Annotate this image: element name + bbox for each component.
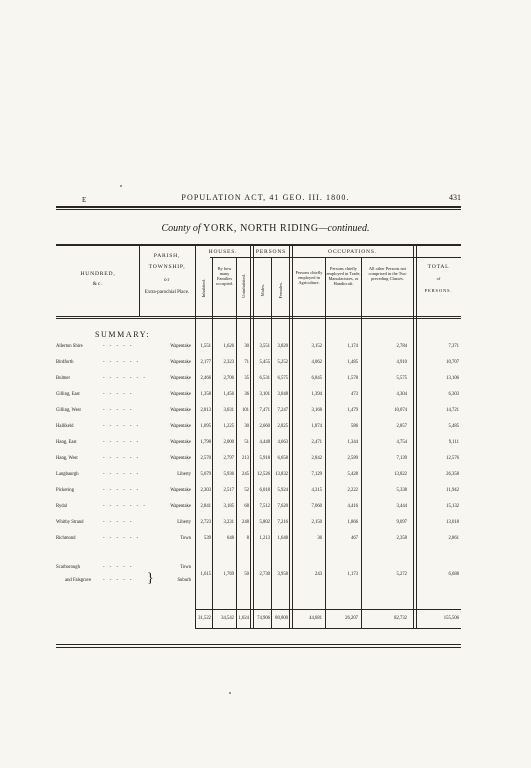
cell-other: 5,272: [396, 572, 407, 577]
cell-families: 5,936: [223, 472, 234, 477]
cell-trade: 1,866: [347, 520, 358, 525]
parish-heading: PARISH,: [153, 253, 181, 259]
cell-inhabited: 1,358: [200, 392, 211, 397]
cell-families: 3,031: [223, 408, 234, 413]
row-type: Wapentake: [170, 504, 191, 509]
total-agriculture: 44,681: [309, 616, 322, 621]
cell-uninhabited: 8: [246, 536, 249, 541]
uninhabited-heading: Uninhabited.: [241, 274, 246, 298]
cell-uninhabited: 71: [244, 360, 249, 365]
total-females: 80,800: [275, 616, 288, 621]
cell-families: 1,626: [223, 344, 234, 349]
row-type: Wapentake: [170, 360, 191, 365]
houses-heading: HOUSES.: [208, 249, 238, 255]
persons-heading: PERSONS: [255, 249, 287, 255]
row-dashes: - - - - - -: [103, 424, 141, 429]
cell-total: 12,576: [446, 456, 459, 461]
cell-other: 3,444: [396, 504, 407, 509]
row-type: Wapentake: [170, 488, 191, 493]
cell-total: 9,111: [448, 440, 459, 445]
cell-families: 2,517: [223, 488, 234, 493]
header-mark: E: [82, 196, 87, 204]
cell-uninhabited: 52: [244, 488, 249, 493]
cell-males: 6,531: [259, 376, 270, 381]
families-heading: By how many Families occupied.: [216, 266, 233, 286]
total-uninhabited: 1,024: [238, 616, 249, 621]
total-families: 34,542: [221, 616, 234, 621]
cell-total: 10,707: [446, 360, 459, 365]
row-name: Gilling, West: [56, 408, 81, 413]
group-header-rule: [210, 257, 461, 258]
row-type: Wapentake: [170, 376, 191, 381]
cell-agriculture: 2,471: [311, 440, 322, 445]
cell-inhabited: 1,798: [200, 440, 211, 445]
cell-trade: 5,428: [347, 472, 358, 477]
cell-males: 1,213: [259, 536, 270, 541]
cell-females: 2,825: [277, 424, 288, 429]
cell-other: 4,910: [396, 360, 407, 365]
cell-other: 4,754: [396, 440, 407, 445]
cell-trade: 1,174: [347, 344, 358, 349]
header-rule-thin: [56, 209, 461, 210]
cell-trade: 1,479: [347, 408, 358, 413]
cell-females: 5,924: [277, 488, 288, 493]
total-total: 155,506: [443, 616, 459, 621]
cell-other: 5,338: [396, 488, 407, 493]
cell-females: 7,247: [277, 408, 288, 413]
cell-uninhabited: 50: [244, 572, 249, 577]
cell-total: 5,485: [448, 424, 459, 429]
cell-families: 1,225: [223, 424, 234, 429]
females-heading: Females.: [278, 282, 283, 299]
cell-other: 10,074: [394, 408, 407, 413]
cell-uninhabited: 248: [241, 520, 249, 525]
cell-males: 12,526: [257, 472, 270, 477]
cell-agriculture: 1,394: [311, 392, 322, 397]
cell-trade: 467: [350, 536, 358, 541]
cell-males: 3,551: [259, 344, 270, 349]
inhabited-heading: Inhabited.: [201, 279, 206, 298]
running-header: [0, 193, 531, 202]
cell-agriculture: 7,060: [311, 504, 322, 509]
county-prefix: County of: [161, 223, 201, 234]
row-name: Gilling, East: [56, 392, 80, 397]
cell-total: 6,688: [448, 572, 459, 577]
cell-families: 2,323: [223, 360, 234, 365]
cell-inhabited: 1,095: [200, 424, 211, 429]
cell-agriculture: 3,152: [311, 344, 322, 349]
summary-label: SUMMARY:: [95, 330, 151, 339]
row-dashes: - - - - -: [103, 565, 134, 570]
cell-trade: 2,222: [347, 488, 358, 493]
cell-males: 4,448: [259, 440, 270, 445]
cell-inhabited: 2,723: [200, 520, 211, 525]
row-name: Hallikeld: [56, 424, 74, 429]
cell-inhabited: 2,841: [200, 504, 211, 509]
row-dashes: - - - - - -: [103, 536, 141, 541]
header-rule: [56, 206, 461, 208]
row-dashes: - - - - -: [103, 392, 134, 397]
cell-trade: 1,173: [347, 572, 358, 577]
cell-other: 5,575: [396, 376, 407, 381]
other-heading: All other Persons not comprised in the Two preceding Classes.: [368, 266, 407, 281]
cell-families: 2,706: [223, 376, 234, 381]
col-divider: [289, 244, 290, 629]
cell-total: 14,721: [446, 408, 459, 413]
cell-trade: 4,416: [347, 504, 358, 509]
row-name: Pickering: [56, 488, 74, 493]
cell-uninhabited: 245: [241, 472, 249, 477]
row-dashes: - - - - - -: [103, 360, 141, 365]
cell-families: 648: [226, 536, 234, 541]
cell-other: 9,097: [396, 520, 407, 525]
row-type: Wapentake: [170, 392, 191, 397]
cell-agriculture: 243: [314, 572, 322, 577]
cell-females: 7,620: [277, 504, 288, 509]
brace: }: [147, 571, 154, 586]
cell-inhabited: 2,177: [200, 360, 211, 365]
cell-females: 3,958: [277, 572, 288, 577]
row-dashes: - - - - -: [103, 578, 134, 583]
row-type: Wapentake: [170, 440, 191, 445]
cell-total: 11,942: [446, 488, 459, 493]
cell-uninhabited: 36: [244, 392, 249, 397]
cell-total: 13,018: [446, 520, 459, 525]
cell-females: 5,252: [277, 360, 288, 365]
cell-inhabited: 1,615: [200, 572, 211, 577]
cell-males: 2,660: [259, 424, 270, 429]
total-other: 82,732: [394, 616, 407, 621]
cell-families: 3,185: [223, 504, 234, 509]
cell-agriculture: 36: [317, 536, 322, 541]
cell-inhabited: 2,303: [200, 488, 211, 493]
total-heading: TOTAL: [427, 264, 450, 270]
cell-trade: 473: [350, 392, 358, 397]
row-dashes: - - - - - -: [103, 440, 141, 445]
row-dashes: - - - - - -: [103, 472, 141, 477]
cell-uninhabited: 68: [244, 504, 249, 509]
row-name: Bulmer: [56, 376, 71, 381]
table-title: [0, 223, 531, 234]
row-name: Rydal: [56, 504, 68, 509]
cell-trade: 2,589: [347, 456, 358, 461]
cell-trade: 1,344: [347, 440, 358, 445]
total-persons-heading: PERSONS.: [424, 288, 453, 293]
row-dashes: - - - - -: [103, 344, 134, 349]
cell-inhabited: 539: [203, 536, 211, 541]
table-top-rule: [56, 244, 461, 246]
cell-agriculture: 1,874: [311, 424, 322, 429]
cell-other: 2,784: [396, 344, 407, 349]
running-title: POPULATION ACT, 41 GEO. III. 1800.: [181, 193, 350, 202]
males-heading: Males.: [260, 284, 265, 297]
cell-agriculture: 4,315: [311, 488, 322, 493]
cell-agriculture: 6,845: [311, 376, 322, 381]
cell-uninhabited: 101: [241, 408, 249, 413]
cell-agriculture: 2,150: [311, 520, 322, 525]
cell-females: 6,575: [277, 376, 288, 381]
cell-uninhabited: 51: [244, 440, 249, 445]
cell-families: 3,231: [223, 520, 234, 525]
cell-males: 6,018: [259, 488, 270, 493]
row-dashes: - - - - -: [103, 520, 134, 525]
totals-top-rule: [195, 609, 461, 610]
occupations-heading: OCCUPATIONS.: [327, 249, 378, 255]
cell-other: 2,857: [396, 424, 407, 429]
cell-total: 7,371: [448, 344, 459, 349]
cell-uninhabited: 35: [244, 376, 249, 381]
trade-heading: Persons chiefly employed in Trade, Manufactures, or Handicraft.: [326, 266, 361, 286]
cell-uninhabited: 30: [244, 424, 249, 429]
cell-uninhabited: 30: [244, 344, 249, 349]
cell-other: 4,304: [396, 392, 407, 397]
cell-males: 5,918: [259, 456, 270, 461]
cell-uninhabited: 213: [241, 456, 249, 461]
total-males: 74,906: [257, 616, 270, 621]
cell-families: 2,000: [223, 440, 234, 445]
cell-males: 5,455: [259, 360, 270, 365]
cell-families: 1,456: [223, 392, 234, 397]
row-type: Liberty: [177, 472, 191, 477]
cell-males: 7,471: [259, 408, 270, 413]
county-name: YORK, NORTH RIDING: [203, 223, 319, 234]
continued-label: —continued.: [318, 223, 370, 234]
header-bottom-rule-2: [56, 318, 461, 319]
row-name: Richmond: [56, 536, 76, 541]
cell-males: 2,730: [259, 572, 270, 577]
cell-females: 4,663: [277, 440, 288, 445]
header-bottom-rule: [56, 316, 461, 317]
row-name: and Falsgrave: [65, 578, 92, 583]
cell-total: 6,303: [448, 392, 459, 397]
extra-parochial-heading: Extra-parochial Place.: [144, 290, 190, 295]
row-type: Town: [180, 536, 191, 541]
row-dashes: - - - - - - -: [103, 504, 147, 509]
cell-inhabited: 1,551: [200, 344, 211, 349]
row-name: Langbaurgh: [56, 472, 79, 477]
col-divider: [250, 244, 251, 629]
row-name: Hang, West: [56, 456, 78, 461]
cell-trade: 1,485: [347, 360, 358, 365]
page-number: 431: [449, 193, 461, 202]
cell-females: 1,648: [277, 536, 288, 541]
cell-other: 13,822: [394, 472, 407, 477]
cell-families: 2,797: [223, 456, 234, 461]
col-divider: [413, 244, 414, 629]
cell-inhabited: 2,570: [200, 456, 211, 461]
cell-other: 2,358: [396, 536, 407, 541]
cell-males: 3,101: [259, 392, 270, 397]
cell-males: 7,512: [259, 504, 270, 509]
row-type: Liberty: [177, 520, 191, 525]
row-type: Town: [180, 565, 191, 570]
cell-families: 1,769: [223, 572, 234, 577]
totals-bottom-rule: [195, 628, 461, 629]
cell-agriculture: 4,062: [311, 360, 322, 365]
agriculture-heading: Persons chiefly employed in Agriculture.: [295, 270, 323, 285]
cell-total: 13,106: [446, 376, 459, 381]
or-heading: or: [163, 277, 171, 283]
row-name: Birdforth: [56, 360, 74, 365]
cell-total: 2,861: [448, 536, 459, 541]
cell-females: 6,658: [277, 456, 288, 461]
row-name: Scarborough: [56, 565, 80, 570]
hundred-heading: HUNDRED,: [80, 271, 116, 277]
cell-inhabited: 2,813: [200, 408, 211, 413]
cell-females: 7,216: [277, 520, 288, 525]
cell-total: 15,132: [446, 504, 459, 509]
township-heading: TOWNSHIP,: [148, 264, 186, 270]
row-name: Allerton Shire: [56, 344, 83, 349]
table-bottom-rule: [56, 644, 461, 645]
cell-agriculture: 3,168: [311, 408, 322, 413]
row-dashes: - - - - - - -: [103, 376, 147, 381]
row-type: Wapentake: [170, 424, 191, 429]
cell-inhabited: 2,466: [200, 376, 211, 381]
row-type: Wapentake: [170, 344, 191, 349]
table-bottom-rule-2: [56, 647, 461, 648]
cell-other: 7,139: [396, 456, 407, 461]
hundred-and-heading: &c.: [92, 281, 104, 287]
cell-agriculture: 2,842: [311, 456, 322, 461]
row-dashes: - - - - - -: [103, 456, 141, 461]
row-type: Wapentake: [170, 408, 191, 413]
row-dashes: - - - - -: [103, 408, 134, 413]
cell-females: 3,820: [277, 344, 288, 349]
row-name: Whitby Strand: [56, 520, 84, 525]
total-of-heading: of: [436, 276, 441, 281]
row-type: Suburb: [177, 578, 191, 583]
row-name: Hang, East: [56, 440, 77, 445]
ink-speck: [229, 692, 231, 694]
ink-speck: [120, 185, 122, 187]
cell-females: 3,048: [277, 392, 288, 397]
cell-males: 5,802: [259, 520, 270, 525]
cell-females: 13,832: [275, 472, 288, 477]
cell-agriculture: 7,129: [311, 472, 322, 477]
row-type: Wapentake: [170, 456, 191, 461]
cell-total: 26,358: [446, 472, 459, 477]
total-inhabited: 31,522: [198, 616, 211, 621]
cell-inhabited: 5,679: [200, 472, 211, 477]
row-dashes: - - - - - -: [103, 488, 141, 493]
total-trade: 26,207: [345, 616, 358, 621]
cell-trade: 1,578: [347, 376, 358, 381]
cell-trade: 586: [350, 424, 358, 429]
